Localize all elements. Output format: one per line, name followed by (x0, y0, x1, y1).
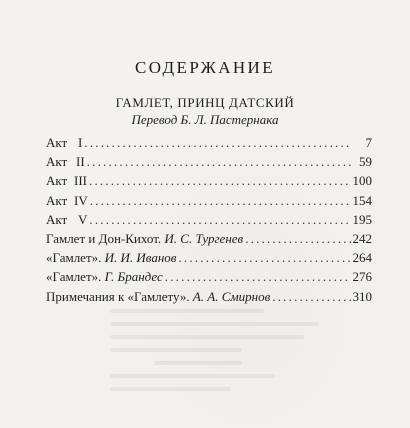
act-number: III (74, 173, 87, 189)
toc-entry-essay (46, 231, 372, 250)
essay-author: И. С. Тургенев (164, 231, 244, 246)
page-number: 195 (352, 211, 372, 227)
essay-title: «Гамлет». (46, 269, 105, 285)
act-label: Акт (46, 173, 68, 189)
page-number: 310 (352, 288, 372, 304)
essay-title: «Гамлет». (46, 250, 105, 266)
page-number: 154 (352, 192, 372, 208)
dot-leader (90, 193, 351, 209)
toc-entry-act-5 (46, 212, 372, 231)
essay-author: Г. Брандес (104, 269, 163, 285)
essay-title: Примечания к «Гамлету». (46, 288, 193, 304)
act-label: Акт (46, 192, 68, 208)
dot-leader (272, 289, 350, 305)
toc-entry-essay (46, 269, 372, 288)
page-number: 59 (359, 154, 372, 170)
essay-author: И. И. Иванов (104, 250, 177, 266)
page-number: 242 (352, 231, 372, 246)
act-number: IV (74, 192, 88, 208)
toc-entry-act-4 (46, 193, 372, 212)
page-number: 7 (365, 135, 372, 150)
toc-entry-act-2 (46, 154, 372, 173)
page-number: 264 (352, 250, 372, 266)
act-number: I (78, 135, 83, 150)
act-label: Акт (46, 211, 68, 227)
toc-entry-essay (46, 289, 372, 308)
act-number: V (78, 211, 88, 227)
page-number: 276 (352, 269, 372, 285)
essay-title: Гамлет и Дон-Кихот. (46, 231, 165, 246)
translator-credit: Перевод Б. Л. Пастернака (131, 112, 279, 127)
page-number: 100 (352, 173, 372, 189)
dot-leader (245, 231, 350, 247)
show-through-text (110, 300, 330, 410)
dot-leader (178, 250, 350, 266)
essay-author: А. А. Смирнов (192, 288, 271, 304)
contents-heading: СОДЕРЖАНИЕ (134, 58, 276, 77)
act-label: Акт (46, 154, 68, 170)
dot-leader (84, 135, 352, 151)
dot-leader (89, 173, 351, 189)
dot-leader (165, 269, 351, 285)
act-label: Акт (46, 135, 68, 150)
dot-leader (87, 154, 352, 170)
dot-leader (89, 212, 350, 228)
toc-entry-act-3 (46, 173, 372, 192)
toc-entry-act-1 (46, 135, 372, 154)
toc-entry-essay (46, 250, 372, 269)
essays-list (46, 231, 372, 308)
acts-list (46, 135, 372, 231)
play-title: ГАМЛЕТ, ПРИНЦ ДАТСКИЙ (115, 95, 295, 110)
act-number: II (76, 154, 85, 170)
